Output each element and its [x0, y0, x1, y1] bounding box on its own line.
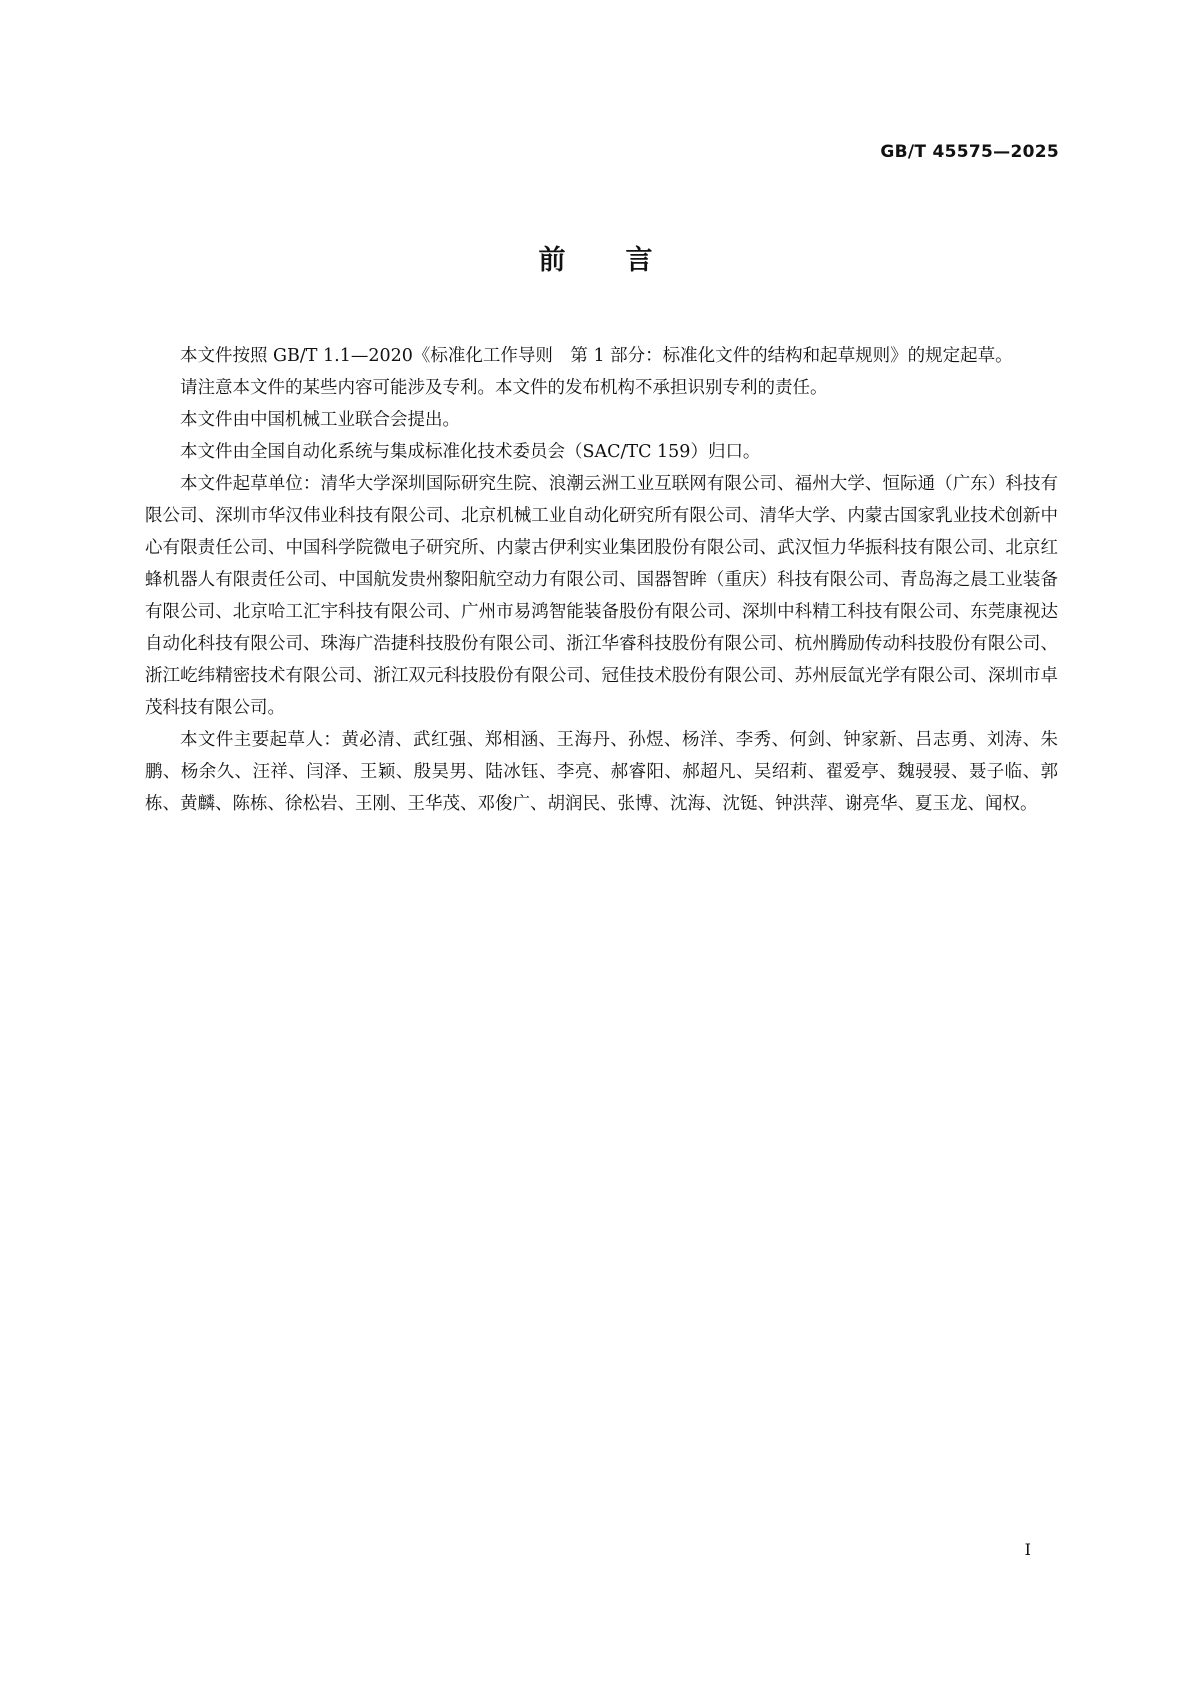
paragraph-drafting-rules: 本文件按照 GB/T 1.1—2020《标准化工作导则 第 1 部分：标准化文件的结构和起草规则》的规定起草。 — [180, 346, 1013, 366]
paragraph-drafting-organizations: 本文件起草单位：清华大学深圳国际研究生院、浪潮云洲工业互联网有限公司、福州大学、恒际通（广东）科技有限公司、深圳市华汉伟业科技有限公司、北京机械工业自动化研究所有限公司、清华大学、内蒙古国家乳业技术创新中心有限责任公司、中国科学院微电子研究所、内蒙古伊利实业集团股份有限公司、武汉恒力华振科技有限公司、北京红蜂机器人有限责任公司、中国航发贵州黎阳航空动力有限公司、国器智眸（重庆）科技有限公司、青岛海之晨工业装备有限公司、北京哈工汇宇科技有限公司、广州市易鸿智能装备股份有限公司、深圳中科精工科技有限公司、东莞康视达自动化科技有限公司、珠海广浩捷科技股份有限公司、浙江华睿科技股份有限公司、杭州腾励传动科技股份有限公司、浙江屹纬精密技术有限公司、浙江双元科技股份有限公司、冠佳技术股份有限公司、苏州辰氙光学有限公司、深圳市卓茂科技有限公司。 — [145, 474, 1058, 718]
paragraph-patent-notice: 请注意本文件的某些内容可能涉及专利。本文件的发布机构不承担识别专利的责任。 — [180, 378, 828, 398]
foreword-body — [145, 340, 1058, 820]
page-title: 前言 — [538, 245, 713, 276]
page-number: I — [1024, 1540, 1031, 1559]
paragraph-proposer: 本文件由中国机械工业联合会提出。 — [180, 410, 460, 430]
paragraph-technical-committee: 本文件由全国自动化系统与集成标准化技术委员会（SAC/TC 159）归口。 — [180, 442, 761, 462]
paragraph-drafters: 本文件主要起草人：黄必清、武红强、郑相涵、王海丹、孙煜、杨洋、李秀、何剑、钟家新、吕志勇、刘涛、朱鹏、杨余久、汪祥、闫泽、王颖、殷昊男、陆冰钰、李亮、郝睿阳、郝超凡、吴绍莉、翟爱亭、魏骎骎、聂子临、郭栋、黄麟、陈栋、徐松岩、王刚、王华茂、邓俊广、胡润民、张博、沈海、沈铤、钟洪萍、谢亮华、夏玉龙、闻权。 — [145, 730, 1058, 814]
standard-number: GB/T 45575—2025 — [880, 142, 1059, 162]
